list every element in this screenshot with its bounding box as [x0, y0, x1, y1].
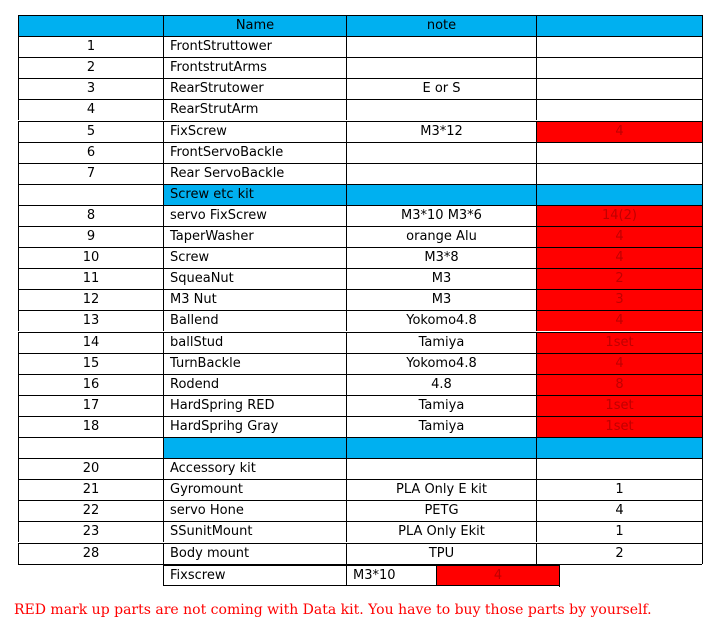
note-cell: [346, 99, 536, 120]
quantity-cell: 4: [536, 247, 702, 268]
quantity-cell: 1: [536, 479, 702, 500]
quantity-cell: 1set: [536, 332, 702, 353]
note-cell: Yokomo4.8: [346, 353, 536, 374]
quantity-cell: 4: [536, 310, 702, 331]
note-cell: E or S: [346, 78, 536, 99]
part-name-cell: Gyromount: [163, 479, 346, 500]
row-number-cell: 23: [18, 521, 163, 542]
quantity-cell: [536, 78, 702, 99]
row-number-cell: [18, 184, 163, 205]
quantity-cell: 1set: [536, 395, 702, 416]
note-cell: M3*12: [346, 121, 536, 142]
quantity-cell: 2: [536, 543, 702, 564]
part-name-cell: ballStud: [163, 332, 346, 353]
row-number-cell: 14: [18, 332, 163, 353]
row-number-cell: 10: [18, 247, 163, 268]
quantity-cell: [536, 36, 702, 57]
row-number-cell: 4: [18, 99, 163, 120]
row-number-cell: 8: [18, 205, 163, 226]
row-number-cell: 2: [18, 57, 163, 78]
note-cell: PLA Only Ekit: [346, 521, 536, 542]
quantity-cell: [536, 99, 702, 120]
quantity-cell: 4: [436, 565, 559, 586]
row-number-cell: 16: [18, 374, 163, 395]
row-number-cell: 17: [18, 395, 163, 416]
part-name-cell: RearStrutower: [163, 78, 346, 99]
part-name-cell: Body mount: [163, 543, 346, 564]
table-right-border: [702, 15, 703, 564]
row-number-cell: [18, 437, 163, 458]
row-number-cell: 20: [18, 458, 163, 479]
row-number-cell: 28: [18, 543, 163, 564]
quantity-cell: 4: [536, 121, 702, 142]
note-cell: M3*8: [346, 247, 536, 268]
note-cell: Tamiya: [346, 332, 536, 353]
row-number-cell: 6: [18, 142, 163, 163]
note-cell: PETG: [346, 500, 536, 521]
note-cell: [346, 142, 536, 163]
part-name-cell: HardSpring RED: [163, 395, 346, 416]
quantity-cell: 4: [536, 353, 702, 374]
row-number-cell: 13: [18, 310, 163, 331]
note-cell: Yokomo4.8: [346, 310, 536, 331]
last-row-right-border: [559, 565, 560, 587]
part-name-cell: Accessory kit: [163, 458, 346, 479]
quantity-cell: [536, 437, 702, 458]
header-qty-cell: [536, 15, 702, 36]
row-number-cell: 3: [18, 78, 163, 99]
part-name-cell: [163, 437, 346, 458]
note-cell: PLA Only E kit: [346, 479, 536, 500]
disclaimer-note: RED mark up parts are not coming with Data kit. You have to buy those parts by yourself.: [14, 602, 652, 618]
quantity-cell: [536, 163, 702, 184]
part-name-cell: M3 Nut: [163, 289, 346, 310]
note-cell: M3*10 M3*6: [346, 205, 536, 226]
part-name-cell: HardSprihg Gray: [163, 416, 346, 437]
row-number-cell: 7: [18, 163, 163, 184]
quantity-cell: 8: [536, 374, 702, 395]
row-number-cell: 22: [18, 500, 163, 521]
note-cell: [346, 163, 536, 184]
quantity-cell: 4: [536, 500, 702, 521]
part-name-cell: FrontStruttower: [163, 36, 346, 57]
row-number-cell: 9: [18, 226, 163, 247]
note-cell: [346, 57, 536, 78]
note-cell: Tamiya: [346, 395, 536, 416]
header-no-cell: [18, 15, 163, 36]
part-name-cell: FrontstrutArms: [163, 57, 346, 78]
row-number-cell: 18: [18, 416, 163, 437]
part-name-cell: Screw: [163, 247, 346, 268]
quantity-cell: 2: [536, 268, 702, 289]
note-cell: M3: [346, 289, 536, 310]
part-name-cell: Rodend: [163, 374, 346, 395]
quantity-cell: 1: [536, 521, 702, 542]
quantity-cell: 4: [536, 226, 702, 247]
row-number-cell: 1: [18, 36, 163, 57]
header-note-cell: note: [346, 15, 536, 36]
part-name-cell: FrontServoBackle: [163, 142, 346, 163]
quantity-cell: [536, 458, 702, 479]
note-cell: [346, 437, 536, 458]
part-name-cell: Fixscrew: [163, 565, 346, 586]
note-cell: [346, 458, 536, 479]
note-cell: M3: [346, 268, 536, 289]
note-cell: [346, 184, 536, 205]
note-cell: orange Alu: [346, 226, 536, 247]
quantity-cell: [536, 57, 702, 78]
note-cell: [346, 36, 536, 57]
part-name-cell: RearStrutArm: [163, 99, 346, 120]
part-name-cell: servo FixScrew: [163, 205, 346, 226]
part-name-cell: FixScrew: [163, 121, 346, 142]
note-cell: Tamiya: [346, 416, 536, 437]
part-name-cell: SqueaNut: [163, 268, 346, 289]
part-name-cell: Screw etc kit: [163, 184, 346, 205]
part-name-cell: Ballend: [163, 310, 346, 331]
note-cell: M3*10: [346, 565, 436, 586]
quantity-cell: 3: [536, 289, 702, 310]
part-name-cell: Rear ServoBackle: [163, 163, 346, 184]
row-number-cell: 12: [18, 289, 163, 310]
row-number-cell: 5: [18, 121, 163, 142]
row-number-cell: 15: [18, 353, 163, 374]
quantity-cell: 14(2): [536, 205, 702, 226]
part-name-cell: TaperWasher: [163, 226, 346, 247]
note-cell: 4.8: [346, 374, 536, 395]
note-cell: TPU: [346, 543, 536, 564]
part-name-cell: TurnBackle: [163, 353, 346, 374]
quantity-cell: [536, 142, 702, 163]
part-name-cell: SSunitMount: [163, 521, 346, 542]
header-name-cell: Name: [163, 15, 346, 36]
part-name-cell: servo Hone: [163, 500, 346, 521]
quantity-cell: 1set: [536, 416, 702, 437]
quantity-cell: [536, 184, 702, 205]
row-number-cell: 11: [18, 268, 163, 289]
row-number-cell: 21: [18, 479, 163, 500]
